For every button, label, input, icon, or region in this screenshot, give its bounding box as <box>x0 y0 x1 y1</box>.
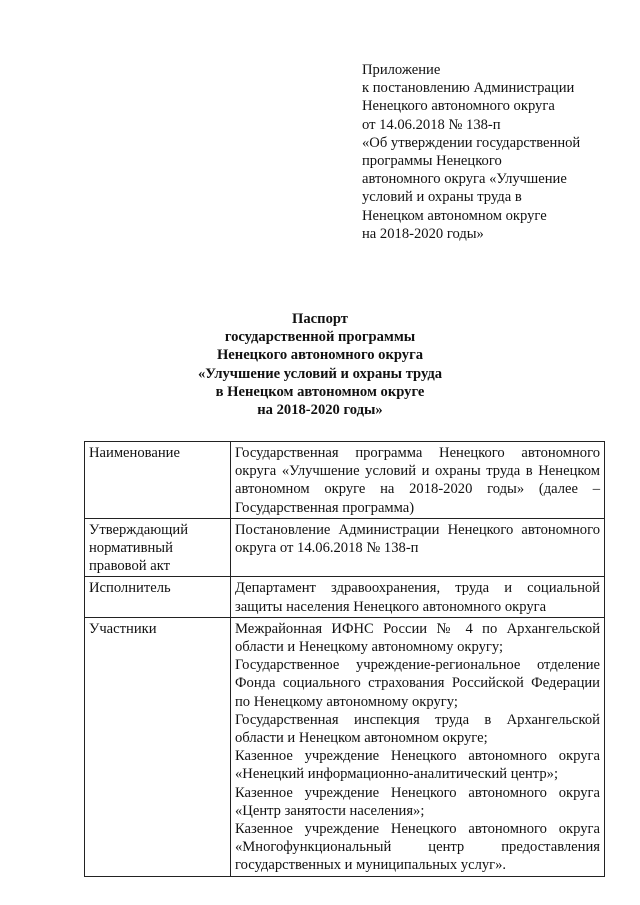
title-line: Паспорт <box>292 311 348 327</box>
table-row <box>85 518 605 577</box>
row-label <box>85 442 231 519</box>
appendix-line: к постановлению Администрации <box>362 80 575 97</box>
title-line: в Ненецком автономном округе <box>215 383 425 400</box>
label-line: Утверждающий <box>89 521 189 538</box>
title-line: государственной программы <box>224 329 416 346</box>
appendix-line: Приложение <box>362 62 441 78</box>
table-row <box>85 617 605 876</box>
title-line: на 2018-2020 годы» <box>257 402 383 419</box>
appendix-line: на 2018-2020 годы» <box>362 225 484 242</box>
label-line: Участники <box>89 620 157 637</box>
row-label <box>85 617 231 876</box>
participant-item: Государственная инспекция труда в Архангельской области и Ненецком автономном округе; <box>235 711 600 747</box>
passport-table <box>84 441 605 877</box>
participant-item: Казенное учреждение Ненецкого автономного округа «Многофункциональный центр предоставления государственных и муниципальных услуг». <box>235 821 600 874</box>
table-row <box>85 442 605 519</box>
appendix-line: Ненецкого автономного округа <box>362 98 555 115</box>
row-value <box>231 617 605 876</box>
row-value: Постановление Администрации Ненецкого автономного округа от 14.06.2018 № 138-п <box>231 518 605 577</box>
row-label <box>85 577 231 617</box>
appendix-line: условий и охраны труда в <box>362 189 522 206</box>
row-label <box>85 518 231 577</box>
label-line: правовой акт <box>89 558 170 575</box>
title-line: Ненецкого автономного округа <box>216 347 424 364</box>
appendix-line: автономного округа «Улучшение <box>362 171 567 188</box>
appendix-block <box>362 61 624 243</box>
participant-item: Казенное учреждение Ненецкого автономного округа «Ненецкий информационно-аналитический центр»; <box>235 748 600 783</box>
appendix-line: от 14.06.2018 № 138-п <box>362 116 501 133</box>
label-line: Наименование <box>89 445 180 461</box>
participant-item: Казенное учреждение Ненецкого автономного округа «Центр занятости населения»; <box>235 784 600 819</box>
row-value: Департамент здравоохранения, труда и социальной защиты населения Ненецкого автономного округа <box>231 577 605 617</box>
title-line: «Улучшение условий и охраны труда <box>197 365 443 382</box>
appendix-line: «Об утверждении государственной <box>362 134 581 151</box>
appendix-line: программы Ненецкого <box>362 153 502 170</box>
participant-item: Межрайонная ИФНС России № 4 по Архангельской области и Ненецкому автономному округу; <box>235 620 600 656</box>
label-line: Исполнитель <box>89 580 171 597</box>
document-title <box>120 310 520 419</box>
table-row <box>85 577 605 617</box>
participant-item: Государственное учреждение-региональное отделение Фонда социального страхования Российской Федерации по Ненецкому автономному округу; <box>235 657 600 710</box>
row-value: Государственная программа Ненецкого автономного округа «Улучшение условий и охраны труда в Ненецком автономном округе на 2018-2020 годы» (далее – Государственная программа) <box>231 442 605 519</box>
appendix-line: Ненецком автономном округе <box>362 207 547 224</box>
label-line: нормативный <box>89 540 173 557</box>
